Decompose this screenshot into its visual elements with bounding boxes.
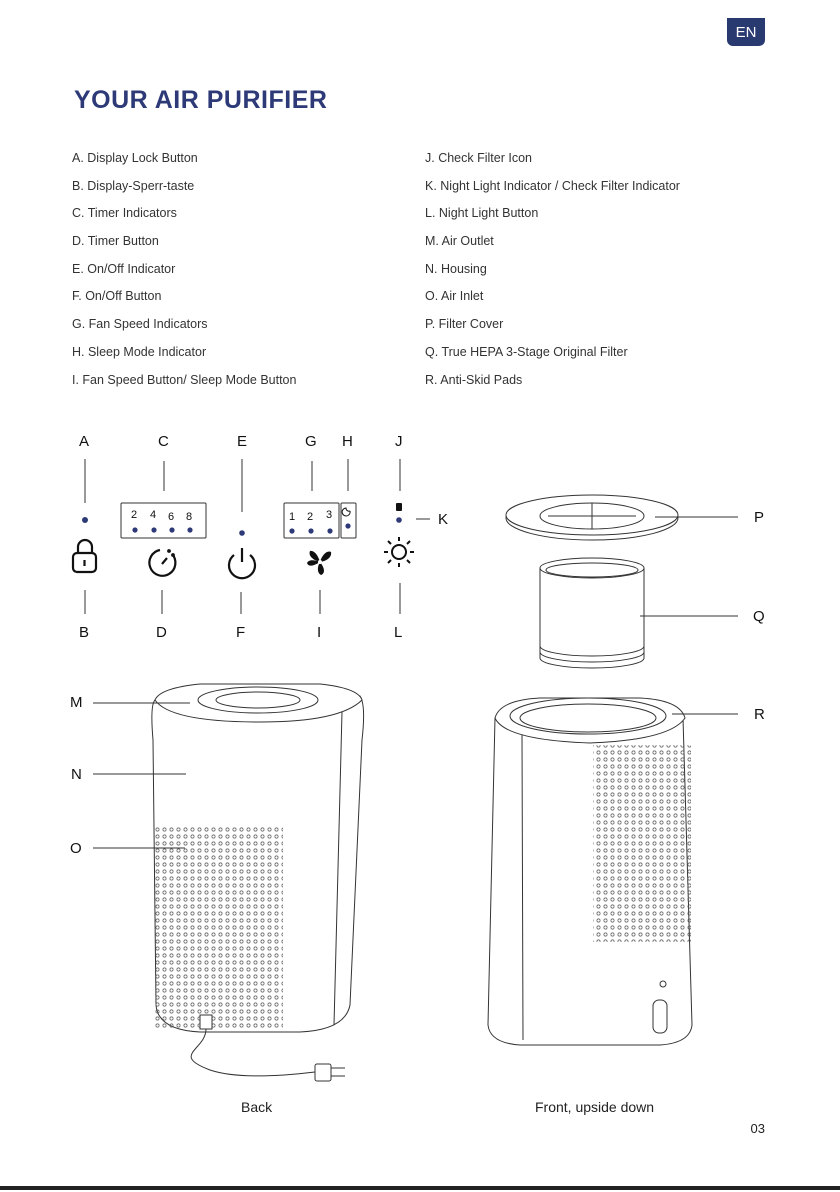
legend-item-c: C. Timer Indicators — [72, 206, 177, 221]
bottom-rule — [0, 1186, 840, 1190]
fan-icon — [307, 551, 331, 575]
legend-item-p: P. Filter Cover — [425, 317, 504, 332]
timer-digit-4: 4 — [150, 509, 157, 521]
label-c: C — [158, 433, 169, 450]
indicator-dots — [82, 517, 402, 536]
caption-back: Back — [241, 1099, 273, 1115]
legend-item-o: O. Air Inlet — [425, 289, 484, 304]
caption-front: Front, upside down — [535, 1099, 655, 1115]
label-b: B — [79, 624, 90, 641]
legend-item-h: H. Sleep Mode Indicator — [72, 344, 207, 359]
label-m: M — [70, 694, 83, 711]
timer-digit-8: 8 — [186, 511, 193, 523]
legend-item-a: A. Display Lock Button — [72, 151, 198, 165]
legend-item-m: M. Air Outlet — [425, 234, 494, 249]
legend-item-e: E. On/Off Indicator — [72, 261, 176, 276]
label-k: K — [438, 511, 449, 528]
label-h: H — [342, 433, 353, 450]
timer-digit-6: 6 — [168, 511, 175, 523]
filter-cover-drawing — [506, 495, 678, 540]
sun-icon — [384, 537, 414, 567]
legend-item-g: G. Fan Speed Indicators — [72, 317, 208, 332]
lock-icon — [73, 540, 96, 572]
legend-item-n: N. Housing — [425, 261, 487, 276]
filter-icon — [396, 503, 402, 511]
fan-digit-3: 3 — [326, 509, 333, 521]
fan-digit-2: 2 — [307, 511, 314, 523]
front-unit-drawing — [488, 698, 692, 1045]
power-icon — [229, 548, 255, 578]
legend-item-d: D. Timer Button — [72, 234, 159, 249]
label-o: O — [70, 840, 82, 857]
timer-digit-2: 2 — [131, 509, 138, 521]
legend-item-q: Q. True HEPA 3-Stage Original Filter — [425, 344, 628, 359]
legend-item-f: F. On/Off Button — [72, 289, 162, 304]
label-n: N — [71, 766, 82, 783]
label-a: A — [79, 433, 90, 450]
page-number: 03 — [750, 1121, 765, 1136]
legend-item-j: J. Check Filter Icon — [425, 151, 532, 165]
label-f: F — [236, 624, 246, 641]
legend-item-r: R. Anti-Skid Pads — [425, 372, 523, 387]
label-r: R — [754, 706, 765, 723]
label-j: J — [395, 433, 403, 450]
label-d: D — [156, 624, 167, 641]
hepa-filter-drawing — [540, 558, 644, 668]
moon-icon — [342, 508, 350, 516]
label-p: P — [754, 509, 765, 526]
fan-digit-1: 1 — [289, 511, 296, 523]
timer-icon — [149, 550, 175, 576]
legend-item-i: I. Fan Speed Button/ Sleep Mode Button — [72, 372, 297, 387]
label-e: E — [237, 433, 248, 450]
page-title: YOUR AIR PURIFIER — [74, 86, 328, 114]
back-unit-drawing — [152, 684, 364, 1081]
language-tab: EN — [727, 18, 765, 46]
sleep-indicator-box — [341, 503, 356, 538]
label-i: I — [317, 624, 322, 641]
label-q: Q — [753, 608, 765, 625]
legend-item-l: L. Night Light Button — [425, 206, 539, 221]
label-l: L — [394, 624, 403, 641]
legend-item-b: B. Display-Sperr-taste — [72, 178, 195, 193]
legend-item-k: K. Night Light Indicator / Check Filter Indicator — [425, 178, 680, 193]
label-g: G — [305, 433, 317, 450]
